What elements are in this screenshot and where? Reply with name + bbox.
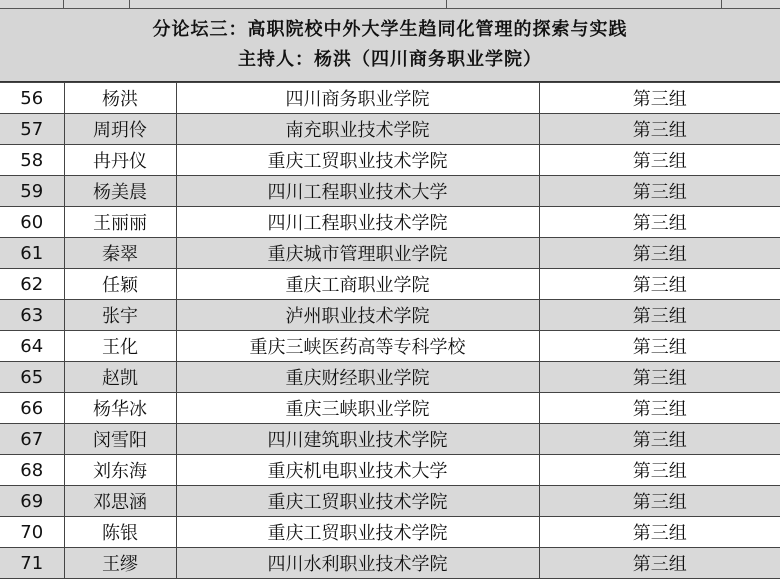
group-label: 第三组: [539, 300, 780, 331]
forum-title: 分论坛三：高职院校中外大学生趋同化管理的探索与实践: [152, 19, 628, 40]
row-number: 57: [0, 114, 64, 145]
row-number: 67: [0, 424, 64, 455]
school-name: 四川建筑职业技术学院: [176, 424, 539, 455]
school-name: 重庆工贸职业技术学院: [176, 486, 539, 517]
row-number: 71: [0, 548, 64, 579]
row-number: 61: [0, 238, 64, 269]
group-label: 第三组: [539, 424, 780, 455]
table-row: [0, 300, 780, 331]
group-label: 第三组: [539, 176, 780, 207]
participant-name: 陈银: [64, 517, 176, 548]
row-number: 65: [0, 362, 64, 393]
participant-name: 王化: [64, 331, 176, 362]
strip-cell: [130, 0, 447, 8]
group-label: 第三组: [539, 486, 780, 517]
participant-name: 杨美晨: [64, 176, 176, 207]
participant-name: 杨洪: [64, 83, 176, 114]
table-row: [0, 145, 780, 176]
participant-name: 赵凯: [64, 362, 176, 393]
participant-table-body: [0, 83, 780, 579]
row-number: 64: [0, 331, 64, 362]
row-number: 62: [0, 269, 64, 300]
school-name: 重庆机电职业技术大学: [176, 455, 539, 486]
school-name: 重庆财经职业学院: [176, 362, 539, 393]
participant-name: 王丽丽: [64, 207, 176, 238]
school-name: 重庆工贸职业技术学院: [176, 517, 539, 548]
forum-header: [0, 9, 780, 82]
row-number: 66: [0, 393, 64, 424]
group-label: 第三组: [539, 362, 780, 393]
table-row: [0, 83, 780, 114]
school-name: 重庆三峡职业学院: [176, 393, 539, 424]
group-label: 第三组: [539, 269, 780, 300]
group-label: 第三组: [539, 517, 780, 548]
table-row: [0, 238, 780, 269]
row-number: 70: [0, 517, 64, 548]
table-row: [0, 176, 780, 207]
table-row: [0, 424, 780, 455]
school-name: 南充职业技术学院: [176, 114, 539, 145]
strip-cell: [447, 0, 722, 8]
school-name: 重庆城市管理职业学院: [176, 238, 539, 269]
table-row: [0, 548, 780, 579]
previous-row-strip: [0, 0, 780, 9]
group-label: 第三组: [539, 114, 780, 145]
participant-name: 刘东海: [64, 455, 176, 486]
strip-cell: [64, 0, 130, 8]
school-name: 四川商务职业学院: [176, 83, 539, 114]
participant-name: 秦翠: [64, 238, 176, 269]
participant-name: 王缪: [64, 548, 176, 579]
table-row: [0, 517, 780, 548]
table-row: [0, 486, 780, 517]
group-label: 第三组: [539, 145, 780, 176]
group-label: 第三组: [539, 207, 780, 238]
school-name: 重庆三峡医药高等专科学校: [176, 331, 539, 362]
participant-name: 闵雪阳: [64, 424, 176, 455]
participant-name: 邓思涵: [64, 486, 176, 517]
forum-host: 主持人：杨洪（四川商务职业学院）: [238, 49, 542, 70]
group-label: 第三组: [539, 331, 780, 362]
group-label: 第三组: [539, 83, 780, 114]
row-number: 69: [0, 486, 64, 517]
participant-name: 冉丹仪: [64, 145, 176, 176]
row-number: 63: [0, 300, 64, 331]
participant-name: 杨华冰: [64, 393, 176, 424]
table-row: [0, 455, 780, 486]
school-name: 重庆工商职业学院: [176, 269, 539, 300]
table-row: [0, 331, 780, 362]
table-row: [0, 269, 780, 300]
participant-name: 任颖: [64, 269, 176, 300]
school-name: 四川工程职业技术学院: [176, 207, 539, 238]
row-number: 60: [0, 207, 64, 238]
group-label: 第三组: [539, 455, 780, 486]
group-label: 第三组: [539, 393, 780, 424]
row-number: 56: [0, 83, 64, 114]
row-number: 68: [0, 455, 64, 486]
row-number: 58: [0, 145, 64, 176]
group-label: 第三组: [539, 238, 780, 269]
participant-name: 周玥伶: [64, 114, 176, 145]
row-number: 59: [0, 176, 64, 207]
strip-cell: [0, 0, 64, 8]
school-name: 四川水利职业技术学院: [176, 548, 539, 579]
participant-table: [0, 82, 780, 579]
table-row: [0, 207, 780, 238]
table-row: [0, 362, 780, 393]
school-name: 四川工程职业技术大学: [176, 176, 539, 207]
participant-name: 张宇: [64, 300, 176, 331]
strip-cell: [722, 0, 780, 8]
table-row: [0, 114, 780, 145]
school-name: 重庆工贸职业技术学院: [176, 145, 539, 176]
group-label: 第三组: [539, 548, 780, 579]
school-name: 泸州职业技术学院: [176, 300, 539, 331]
table-row: [0, 393, 780, 424]
